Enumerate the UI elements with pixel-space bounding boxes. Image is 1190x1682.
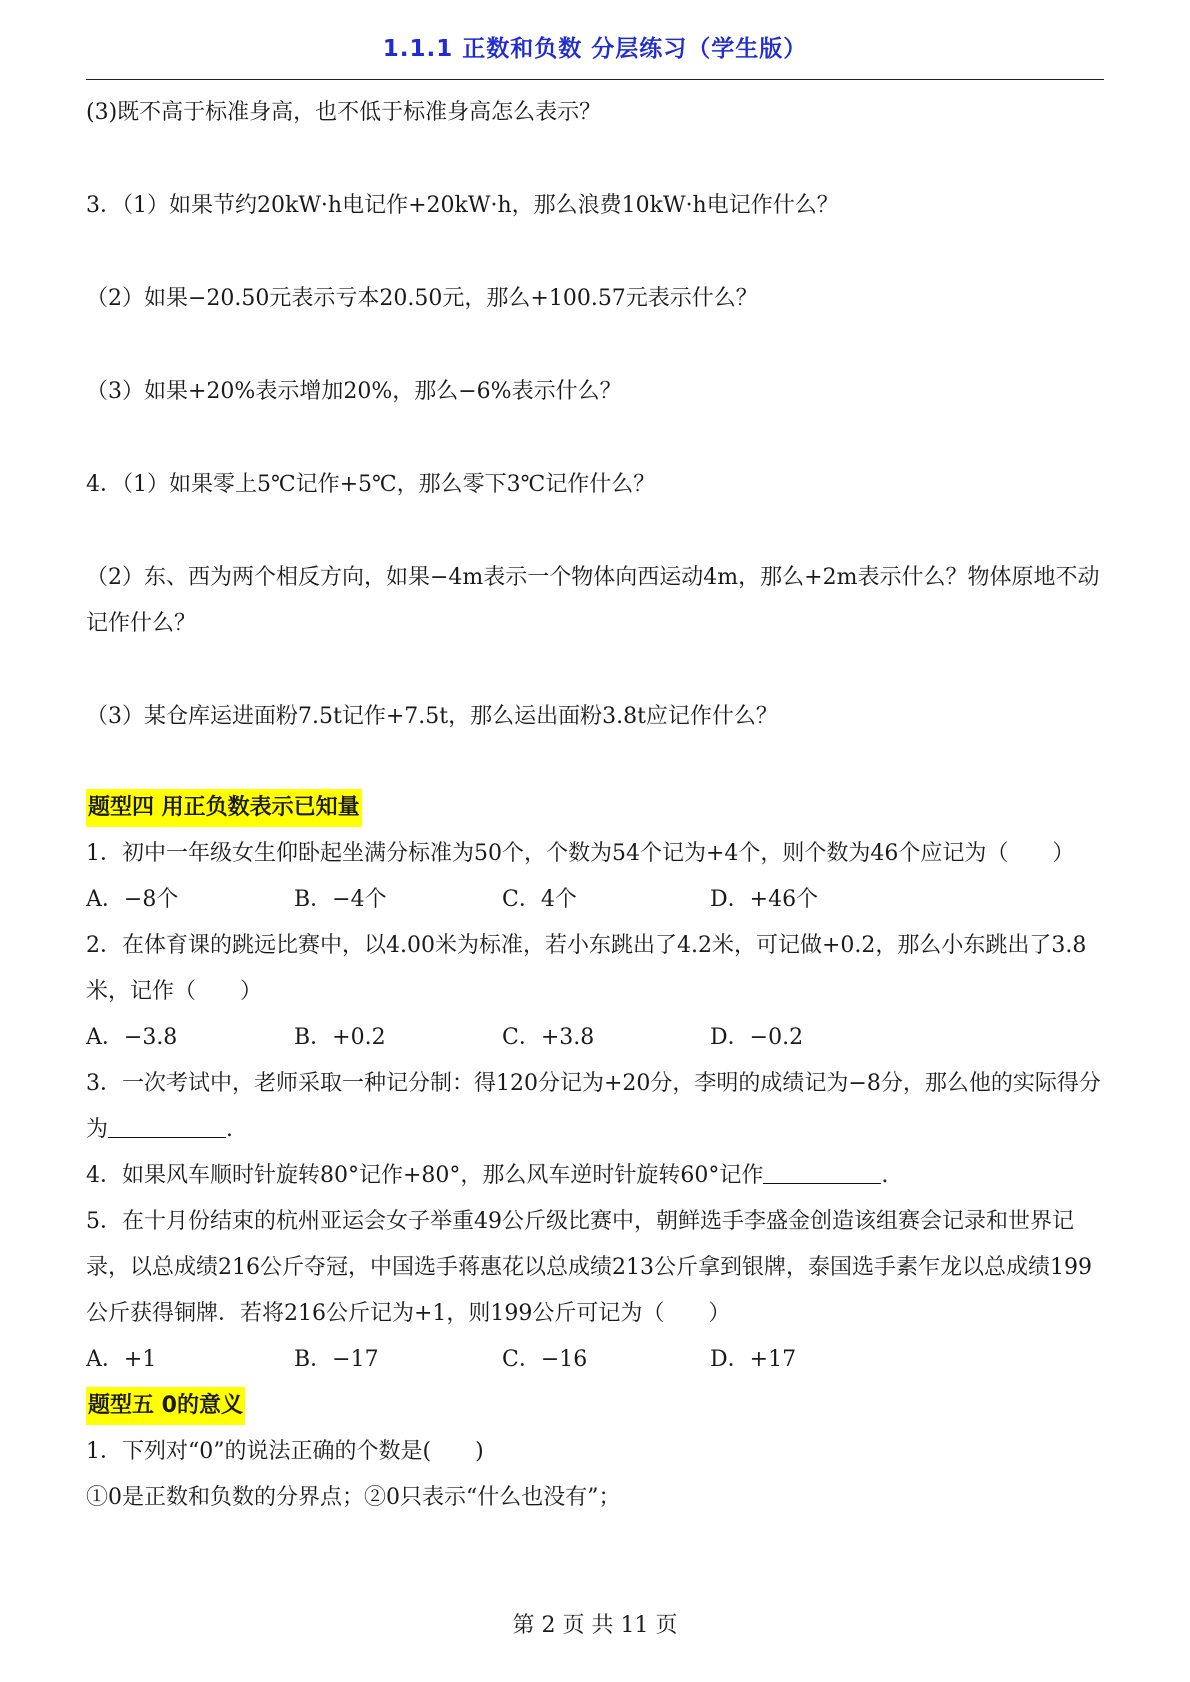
s4-q3-text: 3．一次考试中，老师采取一种记分制：得120分记为+20分，李明的成绩记为−8分，那么他的实际得分为 [86,1071,1101,1142]
option-d[interactable]: D．+17 [710,1347,797,1372]
section-5-tag: 题型五 0的意义 [86,1387,245,1425]
s4-question-1: 1．初中一年级女生仰卧起坐满分标准为50个，个数为54个记为+4个，则个数为46个应记为（ ） [86,841,1075,866]
s5-q1-items: ①0是正数和负数的分界点；②0只表示“什么也没有”； [86,1485,621,1510]
answer-blank[interactable] [763,1157,881,1184]
option-b[interactable]: B．−4个 [294,887,387,912]
header-rule [86,79,1104,80]
s4-question-3 [86,1061,1106,1153]
question-4-part-3: （3）某仓库运进面粉7.5t记作+7.5t，那么运出面粉3.8t应记作什么？ [86,704,778,729]
s4-q5-options [86,1337,1106,1383]
section-4-heading [86,785,1106,831]
option-b[interactable]: B．+0.2 [294,1025,386,1050]
option-d[interactable]: D．+46个 [710,887,819,912]
page-header-title: 1.1.1 正数和负数 分层练习（学生版） [382,36,808,62]
option-b[interactable]: B．−17 [294,1347,379,1372]
s4-question-5: 5．在十月份结束的杭州亚运会女子举重49公斤级比赛中，朝鲜选手李盛金创造该组赛会记录和世界记录，以总成绩216公斤夺冠，中国选手蒋惠花以总成绩213公斤拿到银牌，泰国选手素乍龙以总成绩199公斤获得铜牌．若将216公斤记为+1，则199公斤可记为（ ） [86,1209,1092,1326]
option-a[interactable]: A．−3.8 [86,1025,178,1050]
section-4-tag: 题型四 用正负数表示已知量 [86,789,362,827]
s4-question-2: 2．在体育课的跳远比赛中，以4.00米为标准，若小东跳出了4.2米，可记做+0.2，那么小东跳出了3.8米，记作（ ） [86,933,1087,1004]
s4-question-4 [86,1153,1106,1199]
s5-question-1: 1．下列对“0”的说法正确的个数是( ) [86,1439,484,1464]
option-a[interactable]: A．+1 [86,1347,157,1372]
question-3-part-1: 3．（1）如果节约20kW·h电记作+20kW·h，那么浪费10kW·h电记作什么？ [86,193,839,218]
s4-q3-end: . [226,1117,234,1142]
question-3-part-3b: （3）如果+20%表示增加20%，那么−6%表示什么？ [86,379,622,404]
section-5-heading [86,1383,1106,1429]
option-c[interactable]: C．−16 [502,1347,588,1372]
document-body [86,90,1106,1521]
question-4-part-1: 4．（1）如果零上5℃记作+5℃，那么零下3℃记作什么？ [86,472,656,497]
option-c[interactable]: C．+3.8 [502,1025,595,1050]
question-3-part-2: （2）如果−20.50元表示亏本20.50元，那么+100.57元表示什么？ [86,286,758,311]
s4-q4-end: . [881,1163,889,1188]
s4-q2-options [86,1015,1106,1061]
s4-q1-options [86,877,1106,923]
question-4-part-2: （2）东、西为两个相反方向，如果−4m表示一个物体向西运动4m，那么+2m表示什么？物体原地不动记作什么？ [86,565,1100,636]
question-3-part-3: (3)既不高于标准身高，也不低于标准身高怎么表示？ [86,100,602,125]
answer-blank[interactable] [108,1111,226,1138]
option-a[interactable]: A．−8个 [86,887,179,912]
option-c[interactable]: C．4个 [502,887,577,912]
option-d[interactable]: D．−0.2 [710,1025,804,1050]
s4-q4-text: 4．如果风车顺时针旋转80°记作+80°，那么风车逆时针旋转60°记作 [86,1163,764,1188]
page-footer: 第 2 页 共 11 页 [512,1613,678,1638]
